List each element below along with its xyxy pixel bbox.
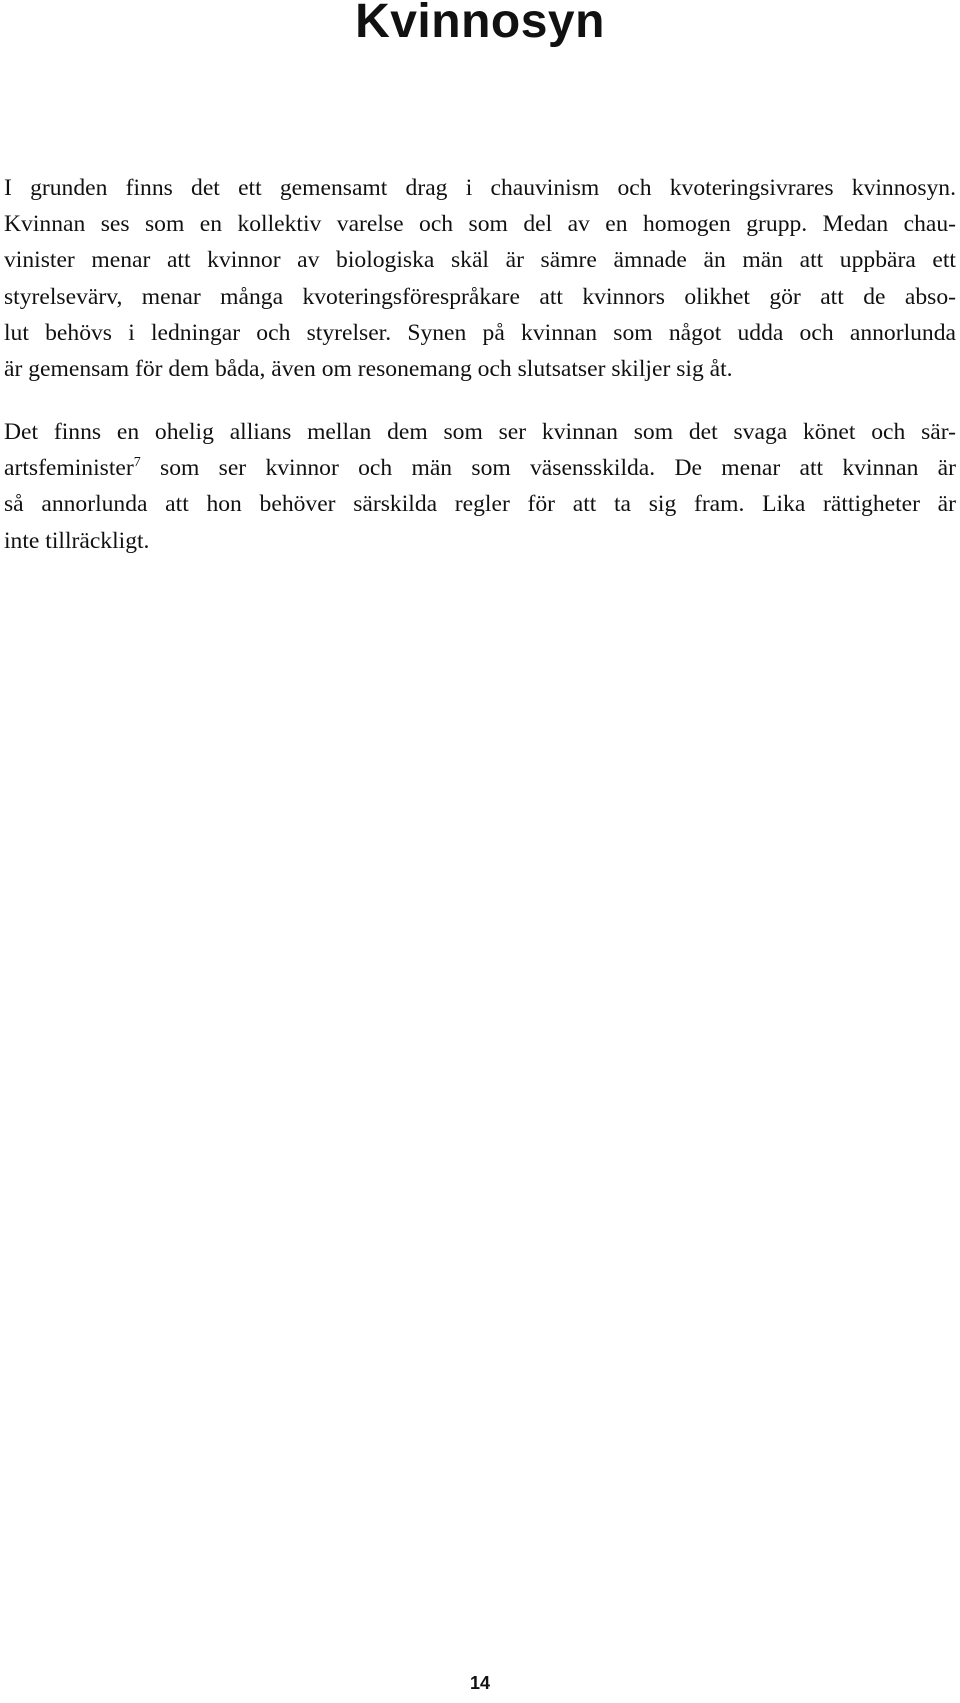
paragraph-1-line-1: I grunden finns det ett gemensamt drag i chauvinism och kvoteringsivrares kvinnosyn. — [4, 175, 956, 201]
paragraph-1-line-4: styrelsevärv, menar många kvoteringsförespråkare att kvinnors olikhet gör att de abso- — [4, 283, 956, 310]
paragraph-2-line-4: inte tillräckligt. — [4, 527, 150, 554]
paragraph-1-line-6: är gemensam för dem båda, även om resonemang och slutsatser skiljer sig åt. — [4, 356, 733, 383]
paragraph-2 — [4, 414, 956, 559]
paragraph-1-line-2: Kvinnan ses som en kollektiv varelse och som del av en homogen grupp. Medan chau- — [4, 211, 956, 238]
paragraph-1-line-5: lut behövs i ledningar och styrelser. Synen på kvinnan som något udda och annorlunda — [4, 319, 956, 346]
paragraph-2-line-1: Det finns en ohelig allians mellan dem som ser kvinnan som det svaga könet och sär- — [4, 419, 956, 445]
paragraph-2-line-2-end: som ser kvinnor och män som väsensskilda. De menar att kvinnan är — [140, 455, 956, 482]
paragraph-2-line-2 — [4, 450, 956, 486]
footnote-reference[interactable]: 7 — [133, 455, 141, 471]
paragraph-1-line-3: vinister menar att kvinnor av biologiska skäl är sämre ämnade än män att uppbära ett — [4, 247, 956, 274]
paragraph-2-line-3: så annorlunda att hon behöver särskilda regler för att ta sig fram. Lika rättigheter är — [4, 491, 956, 518]
page-title: Kvinnosyn — [355, 0, 605, 48]
page-number: 14 — [469, 1673, 491, 1693]
paragraph-2-line-2-start: artsfeminister — [4, 455, 134, 482]
paragraph-1 — [4, 170, 956, 387]
